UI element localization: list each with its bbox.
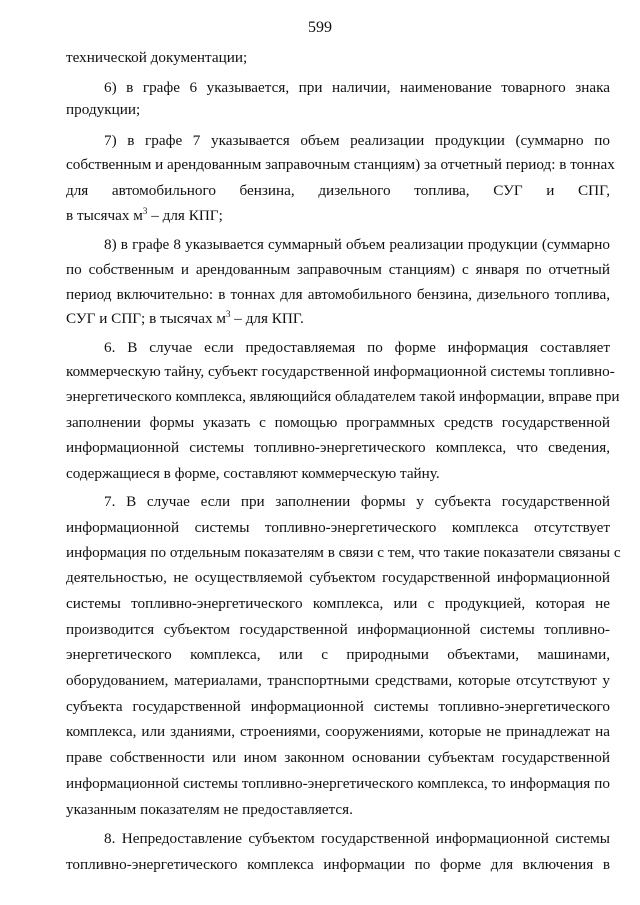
- text-line: указанным показателям не предоставляется.: [66, 801, 353, 818]
- text-line: субъекта государственной информационной системы топливно-энергетического: [66, 698, 610, 715]
- superscript: 3: [142, 206, 148, 216]
- text-line: информационной системы топливно-энергетического комплекса, что сведения,: [66, 439, 610, 456]
- text-line: содержащиеся в форме, составляют коммерческую тайну.: [66, 465, 440, 482]
- text-line: [66, 309, 610, 329]
- text-span: – для КПГ.: [230, 310, 304, 327]
- text-line: топливно-энергетического комплекса информации по форме для включения в: [66, 856, 610, 873]
- text-line: праве собственности или ином законном основании субъектам государственной: [66, 749, 610, 766]
- text-line: заполнении формы указать с помощью программных средств государственной: [66, 414, 610, 431]
- text-line: деятельностью, не осуществляемой субъектом государственной информационной: [66, 569, 610, 586]
- text-line: 7. В случае если при заполнении формы у субъекта государственной: [104, 493, 610, 510]
- text-line: оборудованием, материалами, транспортными средствами, которые отсутствуют у: [66, 672, 610, 689]
- text-line: комплекса, или зданиями, строениями, сооружениями, которые не принадлежат на: [66, 723, 610, 740]
- text-line: производится субъектом государственной информационной системы топливно-: [66, 621, 610, 638]
- text-line: информационной системы топливно-энергетического комплекса отсутствует: [66, 519, 610, 536]
- text-line: 8) в графе 8 указывается суммарный объем реализации продукции (суммарно: [104, 236, 610, 253]
- text-line: продукции;: [66, 101, 141, 118]
- text-line: энергетического комплекса, являющийся обладателем такой информации, вправе при: [66, 388, 620, 405]
- text-line: [66, 206, 610, 226]
- text-line: энергетического комплекса, или с природными объектами, машинами,: [66, 646, 610, 663]
- text-line: период включительно: в тоннах для автомобильного бензина, дизельного топлива,: [66, 286, 610, 303]
- text-span: в тысячах м: [66, 207, 143, 224]
- text-line: технической документации;: [66, 49, 248, 66]
- text-span: – для КПГ;: [147, 207, 223, 224]
- text-span: СУГ и СПГ; в тысячах м: [66, 310, 226, 327]
- text-line: 8. Непредоставление субъектом государственной информационной системы: [104, 830, 610, 847]
- page-number: 599: [308, 19, 332, 36]
- text-line: системы топливно-энергетического комплекса, или с продукцией, которая не: [66, 595, 610, 612]
- text-line: информационной системы топливно-энергетического комплекса, то информация по: [66, 775, 610, 792]
- text-line: коммерческую тайну, субъект государственной информационной системы топливно-: [66, 363, 615, 380]
- text-line: по собственным и арендованным заправочным станциям) с января по отчетный: [66, 261, 610, 278]
- text-line: 7) в графе 7 указывается объем реализации продукции (суммарно по: [104, 132, 610, 149]
- text-line: 6. В случае если предоставляемая по форме информация составляет: [104, 339, 610, 356]
- text-line: 6) в графе 6 указывается, при наличии, наименование товарного знака: [104, 79, 610, 96]
- superscript: 3: [226, 309, 231, 319]
- text-line: собственным и арендованным заправочным станциям) за отчетный период: в тоннах: [66, 156, 615, 173]
- text-line: информация по отдельным показателям в связи с тем, что такие показатели связаны с: [66, 544, 621, 561]
- text-line: для автомобильного бензина, дизельного топлива, СУГ и СПГ,: [66, 182, 610, 199]
